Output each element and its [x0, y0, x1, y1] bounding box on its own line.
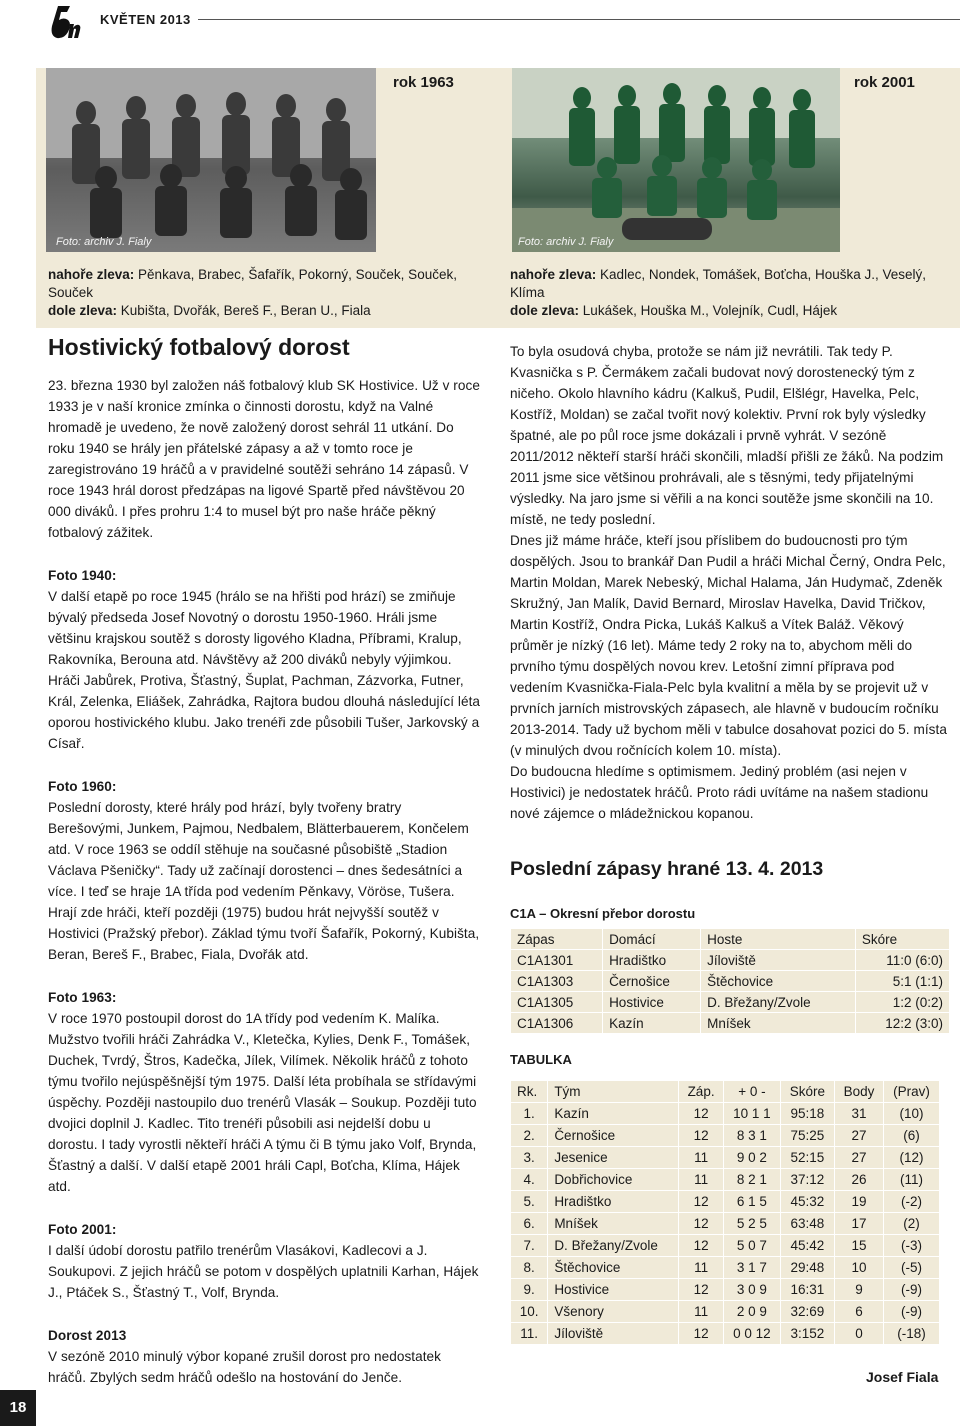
table-cell: Hradištko — [548, 1191, 679, 1213]
table-cell: 0 0 12 — [724, 1323, 781, 1345]
table-cell: 16:31 — [780, 1279, 834, 1301]
table-cell: (12) — [884, 1147, 940, 1169]
table-cell: 31 — [834, 1103, 883, 1125]
table-header: Zápas — [511, 929, 603, 950]
caption-label: dole zleva: — [510, 303, 580, 318]
table-cell: C1A1306 — [511, 1013, 603, 1034]
table-cell: 9 0 2 — [724, 1147, 781, 1169]
table-header: Rk. — [511, 1081, 548, 1103]
table-header: Body — [834, 1081, 883, 1103]
section-text: Poslední dorosty, které hrály pod hrází, byly tvořeny bratry Berešovými, Junkem, Pajmou, Nedbalem, Blätterbauerem, Končelem atd. V roce 1963 se oddíl stěhuje na současné působiště „Stadion Václava Pšeničky“. Tady už začínají dorostenci – dnes šedesátníci a více. I teď se hraje 1A třída pod vedením Pěnkavy, Vöröse, Tušera. Hrají zde hráči, kteří později (1975) budou hrát nejvyšší soutěž v Hostivici (Pražský přebor). Základ týmu tvoří Šafařík, Pokorný, Kubišta, Beran, Bereš F., Brabec, Fiala, Dvořák atd. — [48, 800, 480, 962]
right-paragraph: Dnes již máme hráče, kteří jsou příslibem do budoucnosti pro tým dospělých. Jsou to brankář Dan Pudil a hráči Michal Černý, Ondra Pelc, Martin Moldan, Marek Nebeský, Michal Halama, Ján Hudymač, Zdeněk Skružný, Jan Malík, David Bernard, Miroslav Havelka, David Tričkov, Martin Kostříž, Ondra Picka, Lukáš Kalkuš a Vítek Baláž. Věkový průměr je nízký (16 let). Máme tedy 2 roky na to, abychom měli do prvního týmu dospělých novou krev. Letošní zimní příprava pod vedením Kvasnička-Fiala-Pelc byla kvalitní a měla by se projevit už v prvních jarních mistrovských zápasech, ale hlavně v budoucím ročníku 2013-2014. Tady už bychom měli v tabulce dosahovat pozici do 5. místa (v minulých dvou ročnících kolem 10. místa). — [510, 533, 947, 758]
table-cell: 12 — [679, 1125, 724, 1147]
table-cell: (-2) — [884, 1191, 940, 1213]
table-cell: Kazín — [603, 1013, 701, 1034]
table-cell: (2) — [884, 1213, 940, 1235]
standings-title: TABULKA — [510, 1052, 572, 1067]
table-cell: Mníšek — [701, 1013, 856, 1034]
section-heading: Foto 2001: — [48, 1222, 117, 1237]
right-paragraph: Do budoucna hledíme s optimismem. Jediný problém (asi nejen v Hostivici) je nedostatek hráčů. Proto rádi uvítáme na našem stadionu nové zájemce o mládežnickou kopanou. — [510, 764, 929, 821]
table-header: (Prav) — [884, 1081, 940, 1103]
table-header: Tým — [548, 1081, 679, 1103]
table-cell: 19 — [834, 1191, 883, 1213]
standings-body — [511, 1103, 940, 1345]
team-photo-1963 — [46, 68, 376, 252]
matches-subtitle: C1A – Okresní přebor dorostu — [510, 906, 696, 921]
table-cell: 1:2 (0:2) — [855, 992, 949, 1013]
caption-text: Pěnkava, Brabec, Šafařík, Pokorný, Souček, Souček, Souček — [48, 267, 457, 300]
table-cell: Štěchovice — [548, 1257, 679, 1279]
table-cell: Mníšek — [548, 1213, 679, 1235]
table-row — [511, 1323, 940, 1345]
table-row — [511, 1213, 940, 1235]
caption-label: nahoře zleva: — [48, 267, 135, 282]
table-row — [511, 1279, 940, 1301]
table-cell: 8. — [511, 1257, 548, 1279]
table-cell: Černošice — [548, 1125, 679, 1147]
table-cell: 45:42 — [780, 1235, 834, 1257]
intro-paragraph: 23. března 1930 byl založen náš fotbalový klub SK Hostivice. Už v roce 1933 je v naší kronice zmínka o činnosti dorostu, když na Valné hromadě je uvedeno, že nově založený dorost sehrál 11 utkání. Do roku 1940 se hrály jen přátelské zápasy a až v tomto roce je zaregistrováno 19 hráčů a v pravidelné soutěži sehráno 14 zápasů. V roce 1943 hrál dorost předzápas na ligové Spartě před návštěvou 20 000 diváků. I přes prohru 1:4 to musel být pro naše hráče pěkný fotbalový zážitek. — [48, 378, 480, 540]
caption-text: Kubišta, Dvořák, Bereš F., Beran U., Fiala — [120, 303, 371, 318]
table-cell: Jesenice — [548, 1147, 679, 1169]
table-cell: 4. — [511, 1169, 548, 1191]
table-row — [511, 992, 950, 1013]
header-rule — [198, 19, 960, 20]
table-cell: 5. — [511, 1191, 548, 1213]
table-cell: C1A1303 — [511, 971, 603, 992]
table-cell: 11 — [679, 1301, 724, 1323]
table-cell: 2 0 9 — [724, 1301, 781, 1323]
table-cell: 1. — [511, 1103, 548, 1125]
section-text: V další etapě po roce 1945 (hrálo se na hřišti pod hrází) se zmiňuje bývalý předseda Josef Novotný o dorostu 1950-1960. Hráli jsme většinu krajskou soutěž s dorosty ligového Kladna, Příbrami, Kralup, Rakovníka, Berouna atd. Návštěvy až 200 diváků nebyly výjimkou. Hráči Jabůrek, Protiva, Šťastný, Šuplat, Pachman, Zázvorka, Futner, Král, Zelenka, Eliášek, Zahrádka, Rajtora budou dlouhá následující léta oporou hostivického klubu. Jako trenéři zde působili Tušer, Jarkovský a Císař. — [48, 589, 481, 751]
table-cell: 3 0 9 — [724, 1279, 781, 1301]
right-paragraph: To byla osudová chyba, protože se nám již nevrátili. Tak tedy P. Kvasnička s P. Čermákem začali budovat nový dorostenecký tým z ničeho. Okolo hlavního kádru (Kalkuš, Pudil, Elšlégr, Havelka, Pelc, Kostříž, Moldan) se začal tvořit nový kolektiv. První rok byly výsledky špatné, ale po půl roce jsme dokázali i prvně vyhrát. V sezóně 2011/2012 někteří starší hráči skončili, mladší přišli ze žáků. Na podzim 2011 jsme sice většinou prohrávali, ale s těsnými, tedy přijatelnými výsledky. Na jaro jsme si věřili a na konci soutěže jsme skončili na 10. místě, ne tedy poslední. — [510, 344, 944, 527]
table-cell: 9. — [511, 1279, 548, 1301]
table-cell: D. Břežany/Zvole — [701, 992, 856, 1013]
table-row — [511, 1301, 940, 1323]
table-header: Domácí — [603, 929, 701, 950]
table-header: Skóre — [780, 1081, 834, 1103]
table-cell: 75:25 — [780, 1125, 834, 1147]
table-cell: 27 — [834, 1125, 883, 1147]
table-cell: 95:18 — [780, 1103, 834, 1125]
table-cell: 27 — [834, 1147, 883, 1169]
table-cell: 7. — [511, 1235, 548, 1257]
table-cell: C1A1301 — [511, 950, 603, 971]
table-cell: 11 — [679, 1147, 724, 1169]
table-cell: 8 3 1 — [724, 1125, 781, 1147]
caption-text: Kadlec, Nondek, Tomášek, Boťcha, Houška J., Veselý, Klíma — [510, 267, 927, 300]
table-cell: 5:1 (1:1) — [855, 971, 949, 992]
table-cell: 11 — [679, 1169, 724, 1191]
table-cell: Jíloviště — [701, 950, 856, 971]
table-cell: 6 — [834, 1301, 883, 1323]
table-row — [511, 971, 950, 992]
table-cell: D. Břežany/Zvole — [548, 1235, 679, 1257]
table-cell: 0 — [834, 1323, 883, 1345]
table-cell: 6 1 5 — [724, 1191, 781, 1213]
table-row — [511, 950, 950, 971]
standings-table — [510, 1080, 940, 1345]
table-cell: 5 2 5 — [724, 1213, 781, 1235]
table-header-row — [511, 929, 950, 950]
table-cell: Hostivice — [603, 992, 701, 1013]
table-cell: 12 — [679, 1191, 724, 1213]
table-cell: 5 0 7 — [724, 1235, 781, 1257]
table-cell: Jíloviště — [548, 1323, 679, 1345]
matches-table — [510, 928, 950, 1034]
article-left-column — [48, 375, 480, 1388]
table-cell: Hradištko — [603, 950, 701, 971]
section-heading: Foto 1940: — [48, 568, 117, 583]
section-text: V sezóně 2010 minulý výbor kopané zrušil dorost pro nedostatek hráčů. Zbylých sedm hráčů odešlo na hostování do Jenče. — [48, 1349, 442, 1385]
author: Josef Fiala — [866, 1369, 939, 1385]
matches-title: Poslední zápasy hrané 13. 4. 2013 — [510, 858, 824, 880]
table-row — [511, 1125, 940, 1147]
table-cell: (10) — [884, 1103, 940, 1125]
table-cell: 12 — [679, 1323, 724, 1345]
table-cell: 10 — [834, 1257, 883, 1279]
table-cell: (-5) — [884, 1257, 940, 1279]
caption-label: dole zleva: — [48, 303, 118, 318]
caption-left — [48, 266, 480, 320]
table-cell: Dobřichovice — [548, 1169, 679, 1191]
table-cell: C1A1305 — [511, 992, 603, 1013]
table-cell: 11:0 (6:0) — [855, 950, 949, 971]
table-row — [511, 1257, 940, 1279]
table-cell: Štěchovice — [701, 971, 856, 992]
section-heading: Dorost 2013 — [48, 1328, 127, 1343]
section-heading: Foto 1963: — [48, 990, 117, 1005]
table-cell: Černošice — [603, 971, 701, 992]
table-cell: Kazín — [548, 1103, 679, 1125]
article-right-column — [510, 341, 948, 824]
table-row — [511, 1235, 940, 1257]
photo-credit-left: Foto: archiv J. Fialy — [56, 236, 152, 248]
issue-date: KVĚTEN 2013 — [100, 12, 191, 27]
photo-credit-right: Foto: archiv J. Fialy — [518, 236, 614, 248]
article-title: Hostivický fotbalový dorost — [48, 334, 350, 360]
photo-year-left: rok 1963 — [393, 74, 454, 91]
table-cell: (6) — [884, 1125, 940, 1147]
team-photo-2001 — [512, 68, 840, 252]
caption-right — [510, 266, 950, 320]
table-cell: 32:69 — [780, 1301, 834, 1323]
table-cell: 37:12 — [780, 1169, 834, 1191]
table-cell: 3:152 — [780, 1323, 834, 1345]
section-heading: Foto 1960: — [48, 779, 117, 794]
table-cell: (-3) — [884, 1235, 940, 1257]
table-cell: 12:2 (3:0) — [855, 1013, 949, 1034]
table-row — [511, 1191, 940, 1213]
table-cell: 15 — [834, 1235, 883, 1257]
table-cell: 17 — [834, 1213, 883, 1235]
table-cell: (-18) — [884, 1323, 940, 1345]
caption-text: Lukášek, Houška M., Volejník, Cudl, Hájek — [582, 303, 838, 318]
table-cell: 11 — [679, 1257, 724, 1279]
table-header: Záp. — [679, 1081, 724, 1103]
table-cell: 12 — [679, 1235, 724, 1257]
photo-year-right: rok 2001 — [854, 74, 915, 91]
table-header-row — [511, 1081, 940, 1103]
table-cell: 9 — [834, 1279, 883, 1301]
table-cell: 12 — [679, 1103, 724, 1125]
table-cell: Hostivice — [548, 1279, 679, 1301]
table-cell: (11) — [884, 1169, 940, 1191]
table-header: + 0 - — [724, 1081, 781, 1103]
table-cell: 10 1 1 — [724, 1103, 781, 1125]
section-text: V roce 1970 postoupil dorost do 1A třídy pod vedením K. Malíka. Mužstvo tvořili hráči Zahrádka V., Kletečka, Kylies, Denk F., Tomášek, Duchek, Tvrdý, Štros, Kadečka, Jílek, Vilímek. Několik hráčů z tohoto týmu tvořilo nejúspěšnější tým 1975. Další léta probíhala se střídavými úspěchy. Později nastoupilo duo trenérů Vlasák – Soukup. Později tuto dvojici doplnil J. Kadlec. Tito trenéři působili asi nejdelší dobu u dorostu. I tady vyrostli někteří hráči A týmu či B týmu jako Volf, Brynda, Šťastný a další. V další etapě 2001 hráli Capl, Boťcha, Klíma, Hájek atd. — [48, 1011, 477, 1194]
table-cell: 12 — [679, 1213, 724, 1235]
table-cell: 26 — [834, 1169, 883, 1191]
table-header: Hoste — [701, 929, 856, 950]
table-cell: Všenory — [548, 1301, 679, 1323]
table-cell: 8 2 1 — [724, 1169, 781, 1191]
section-text: I další údobí dorostu patřilo trenérům Vlasákovi, Kadlecovi a J. Soukupovi. Z jejich hráčů se potom v dospělých uplatnili Karhan, Hájek J., Ptáček S., Šťastný T., Volf, Brynda. — [48, 1243, 479, 1300]
table-row — [511, 1103, 940, 1125]
table-cell: 52:15 — [780, 1147, 834, 1169]
table-cell: 10. — [511, 1301, 548, 1323]
table-cell: (-9) — [884, 1301, 940, 1323]
table-cell: 12 — [679, 1279, 724, 1301]
table-cell: 2. — [511, 1125, 548, 1147]
table-cell: 63:48 — [780, 1213, 834, 1235]
table-row — [511, 1013, 950, 1034]
table-row — [511, 1169, 940, 1191]
table-row — [511, 1147, 940, 1169]
page-number: 18 — [0, 1390, 36, 1426]
table-cell: 3. — [511, 1147, 548, 1169]
table-header: Skóre — [855, 929, 949, 950]
table-cell: 6. — [511, 1213, 548, 1235]
table-cell: (-9) — [884, 1279, 940, 1301]
table-cell: 11. — [511, 1323, 548, 1345]
caption-label: nahoře zleva: — [510, 267, 597, 282]
table-cell: 29:48 — [780, 1257, 834, 1279]
table-cell: 3 1 7 — [724, 1257, 781, 1279]
magazine-logo — [48, 4, 88, 40]
table-cell: 45:32 — [780, 1191, 834, 1213]
